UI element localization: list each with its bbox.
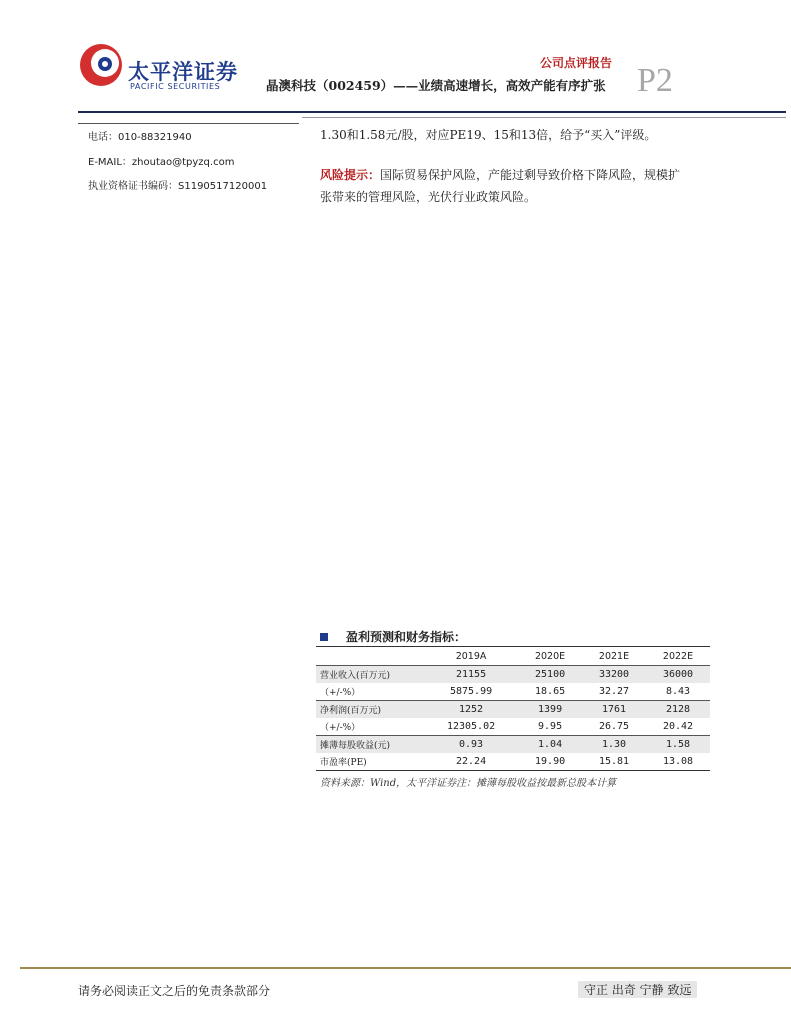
table-cell: 22.24	[424, 753, 518, 771]
table-cell: 1252	[424, 701, 518, 719]
table-cell: 20.42	[662, 721, 694, 732]
table-cell: 21155	[424, 666, 518, 684]
header-divider	[78, 111, 786, 113]
page-number: P2	[637, 62, 673, 99]
row-label: 摊薄每股收益(元)	[316, 736, 424, 754]
table-cell: 1.04	[518, 736, 582, 754]
table-header-cell: 2019A	[424, 648, 518, 666]
table-cell: 1.58	[646, 736, 710, 754]
contact-phone: 电话：010-88321940	[88, 132, 192, 143]
row-label: （+/-%）	[320, 688, 361, 698]
row-label: 市盈率(PE)	[316, 753, 424, 771]
table-row	[316, 701, 710, 719]
table-row	[316, 718, 710, 736]
square-bullet-icon	[320, 633, 328, 641]
table-source-note: 资料来源：Wind，太平洋证券注：摊薄每股收益按最新总股本计算	[320, 778, 617, 789]
table-row	[316, 736, 710, 754]
table-cell: 8.43	[665, 686, 691, 697]
table-cell: 32.27	[598, 686, 630, 697]
logo-text-cn: 太平洋证券	[128, 60, 238, 84]
contact-license: 执业资格证书编码：S1190517120001	[88, 181, 268, 192]
table-cell: 26.75	[598, 721, 630, 732]
table-cell: 13.08	[646, 753, 710, 771]
contact-email[interactable]: E-MAIL：zhoutao@tpyzq.com	[88, 157, 235, 168]
table-row	[316, 753, 710, 771]
table-cell: 36000	[646, 666, 710, 684]
table-top-rule	[316, 646, 710, 647]
rating-paragraph: 1.30和1.58元/股，对应PE19、15和13倍，给予“买入”评级。	[320, 128, 657, 142]
risk-text-line2: 张带来的管理风险，光伏行业政策风险。	[320, 190, 537, 204]
risk-text-line1: 国际贸易保护风险，产能过剩导致价格下降风险，规模扩	[380, 168, 681, 182]
table-cell: 9.95	[538, 721, 563, 732]
table-cell: 18.65	[535, 686, 566, 697]
risk-paragraph-line1	[320, 166, 680, 183]
logo-text-en: PACIFIC SECURITIES	[130, 82, 221, 91]
report-type: 公司点评报告	[540, 56, 613, 70]
footer-motto: 守正 出奇 宁静 致远	[578, 981, 697, 998]
table-header-cell	[316, 648, 424, 666]
table-cell: 1761	[582, 701, 646, 719]
table-header-cell: 2022E	[646, 648, 710, 666]
table-cell: 1.30	[582, 736, 646, 754]
table-row	[316, 683, 710, 701]
content-divider	[302, 117, 786, 118]
table-header-cell: 2020E	[518, 648, 582, 666]
footer-disclaimer: 请务必阅读正文之后的免责条款部分	[78, 984, 271, 998]
row-label: 营业收入(百万元)	[316, 666, 424, 684]
report-title: 晶澳科技（002459）——业绩高速增长，高效产能有序扩张	[266, 78, 606, 93]
table-cell: 12305.02	[446, 721, 496, 732]
table-row	[316, 666, 710, 684]
table-cell: 2128	[646, 701, 710, 719]
risk-label: 风险提示：	[320, 168, 381, 182]
financial-table	[316, 648, 710, 771]
row-label: 净利润(百万元)	[316, 701, 424, 719]
table-title: 盈利预测和财务指标：	[346, 630, 467, 644]
footer-divider	[20, 967, 791, 969]
table-cell: 19.90	[518, 753, 582, 771]
table-cell: 0.93	[424, 736, 518, 754]
table-cell: 5875.99	[449, 686, 493, 697]
table-header-cell: 2021E	[582, 648, 646, 666]
table-cell: 1399	[518, 701, 582, 719]
row-label: （+/-%）	[320, 723, 361, 733]
sidebar-divider	[78, 123, 299, 124]
table-cell: 15.81	[582, 753, 646, 771]
table-cell: 25100	[518, 666, 582, 684]
table-header-row	[316, 648, 710, 666]
company-logo-icon	[78, 42, 124, 88]
table-cell: 33200	[582, 666, 646, 684]
